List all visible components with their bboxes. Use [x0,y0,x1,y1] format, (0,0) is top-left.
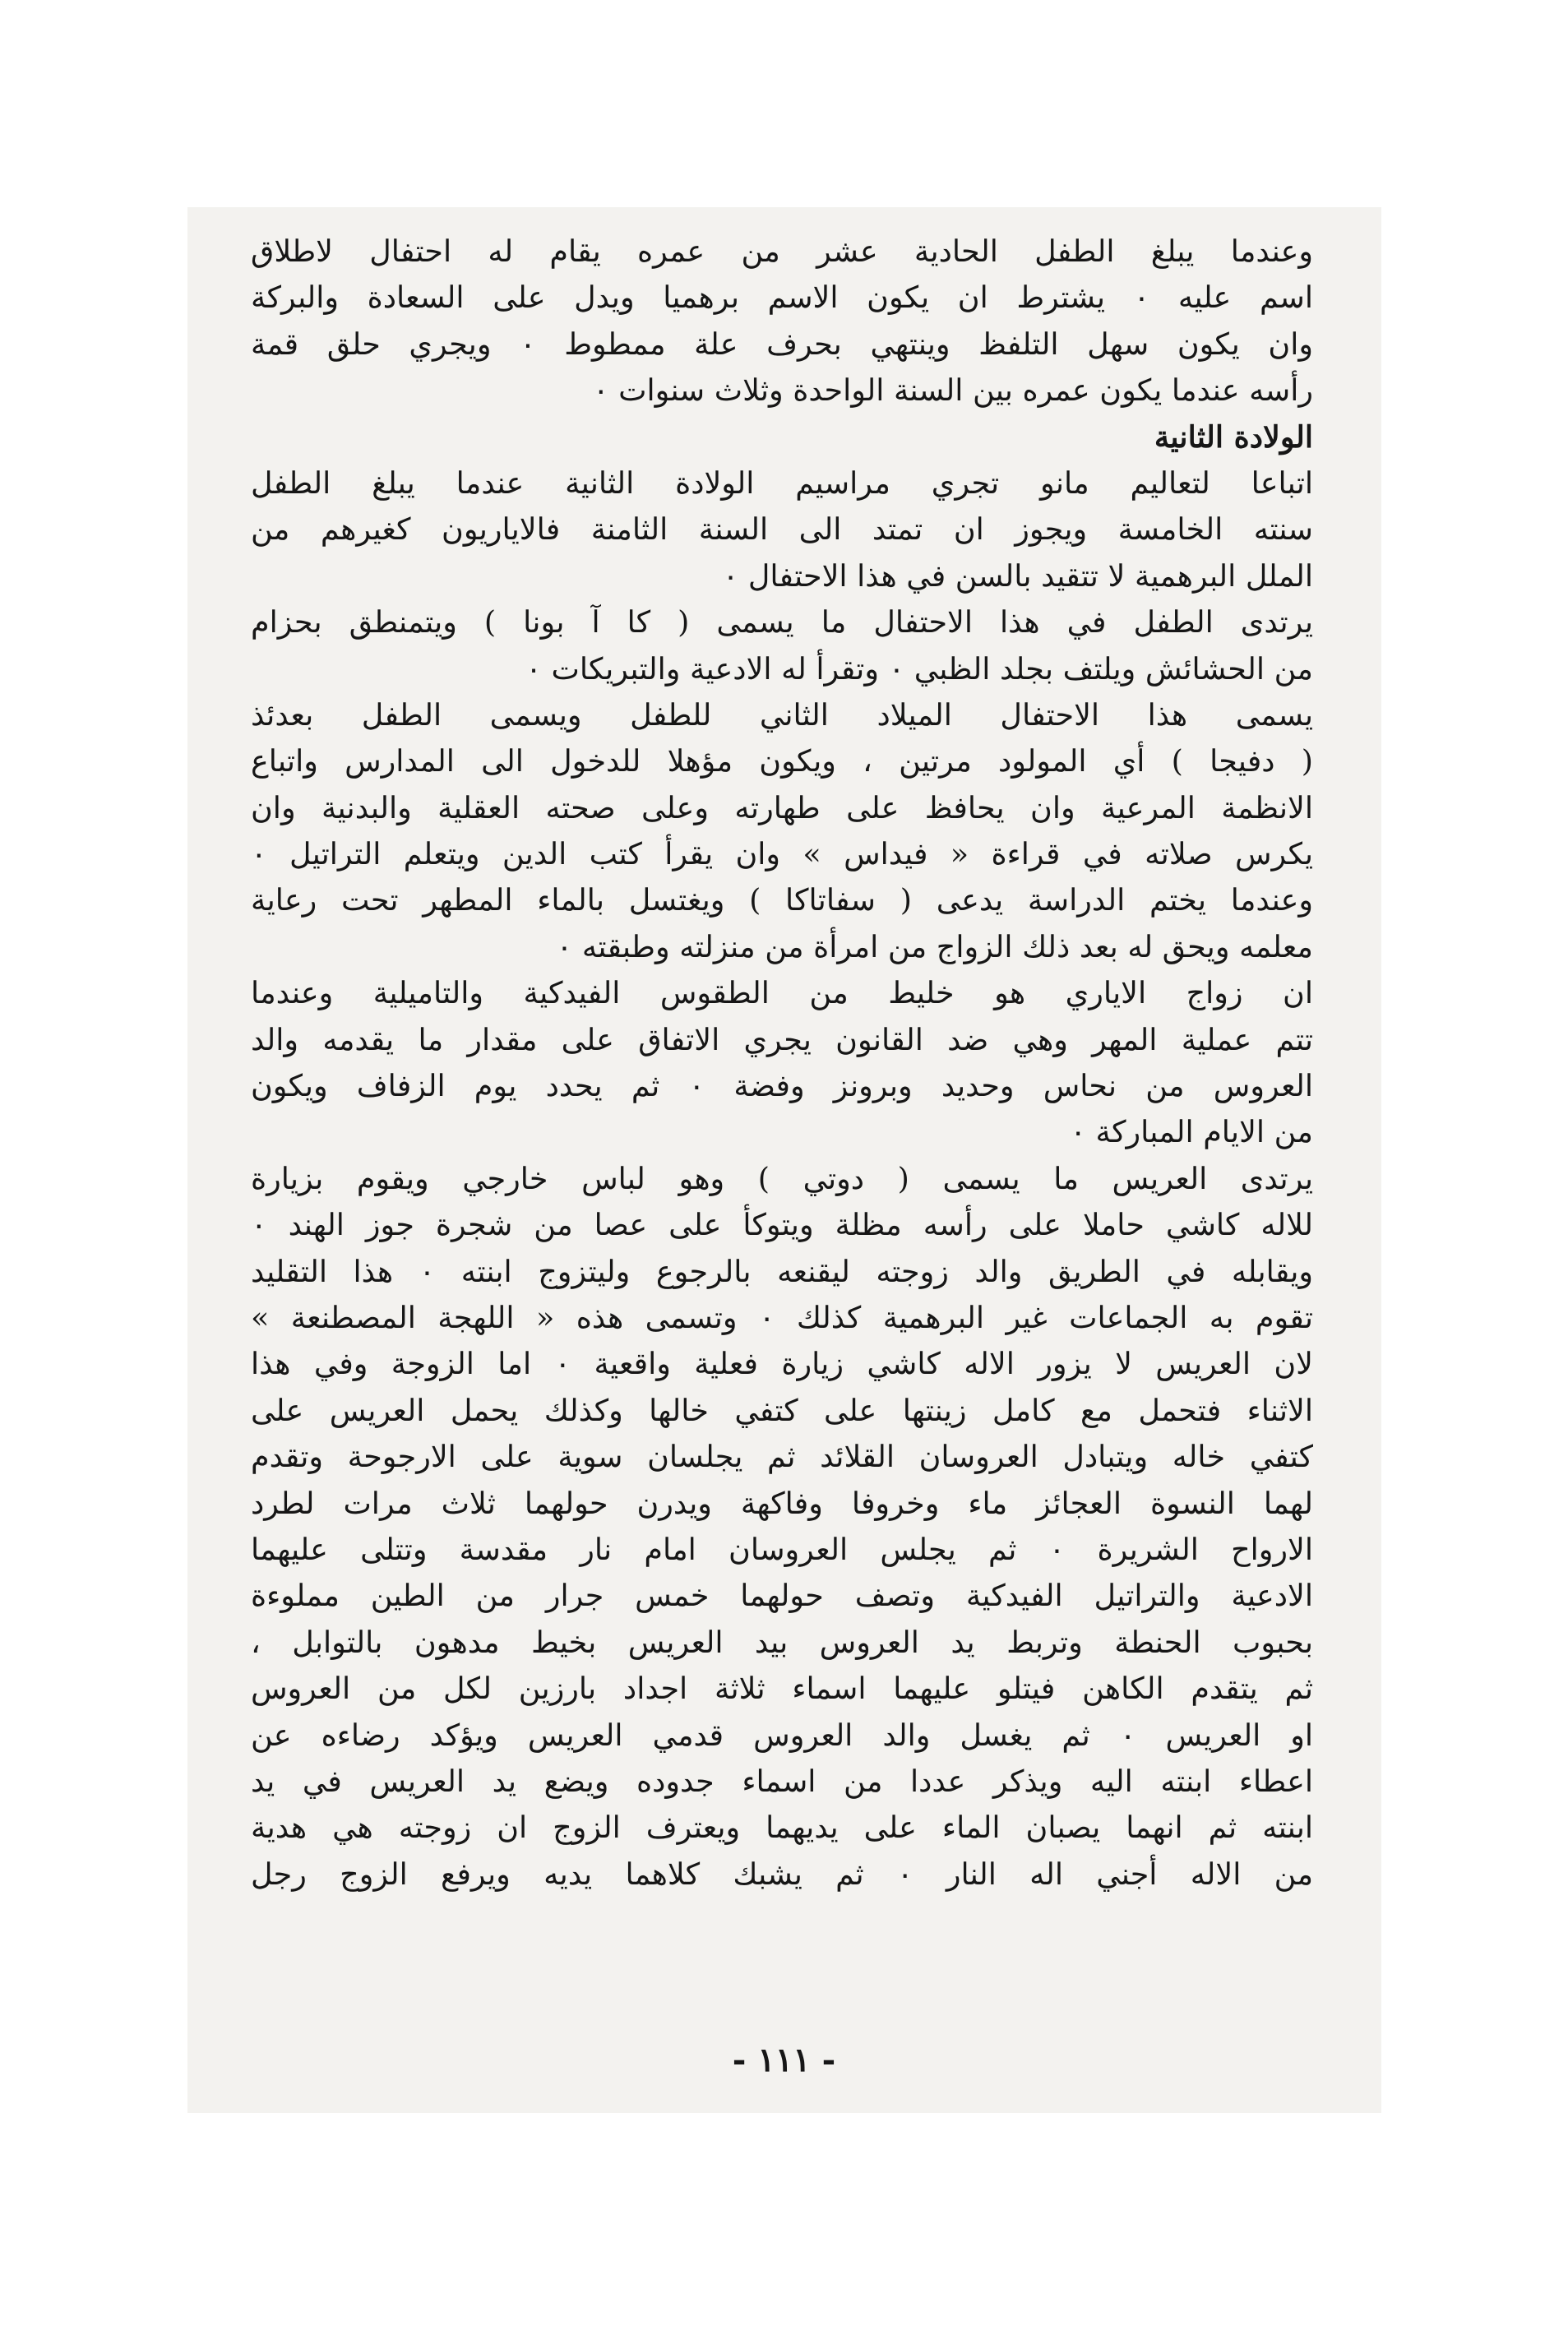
text-line: كتفي خاله ويتبادل العروسان القلائد ثم يجلسان سوية على الارجوحة وتقدم [251,1439,1313,1475]
text-line: وان يكون سهل التلفظ وينتهي بحرف علة ممطوط ٠ ويجري حلق قمة [251,326,1313,362]
section-heading: الولادة الثانية [1154,418,1313,455]
text-line: تتم عملية المهر وهي ضد القانون يجري الاتفاق على مقدار ما يقدمه والد [251,1021,1313,1057]
text-line: يرتدى الطفل في هذا الاحتفال ما يسمى ( كا آ بونا ) ويتمنطق بحزام [251,604,1313,640]
text-line: معلمه ويحق له بعد ذلك الزواج من امرأة من منزلته وطبقته ٠ [556,928,1313,964]
body-text [251,229,1313,1898]
text-line: الملل البرهمية لا تتقيد بالسن في هذا الاحتفال ٠ [722,557,1313,594]
text-line: ابنته ثم انهما يصبان الماء على يديهما ويعترف الزوج ان زوجته هي هدية [251,1810,1313,1846]
text-line: الادعية والتراتيل الفيدكية وتصف حولهما خمس جرار من الطين مملوءة [251,1578,1313,1614]
text-line: اتباعا لتعاليم مانو تجري مراسيم الولادة الثانية عندما يبلغ الطفل [251,465,1313,501]
text-line: يسمى هذا الاحتفال الميلاد الثاني للطفل ويسمى الطفل بعدئذ [251,696,1313,733]
text-line: الارواح الشريرة ٠ ثم يجلس العروسان امام نار مقدسة وتتلى عليهما [251,1531,1313,1567]
text-line: ان زواج الاياري هو خليط من الطقوس الفيدكية والتاميلية وعندما [251,975,1313,1011]
text-line: يكرس صلاته في قراءة « فيداس » وان يقرأ كتب الدين ويتعلم التراتيل ٠ [251,836,1313,872]
page-number: - ١١١ - [732,2041,836,2079]
text-line: الاثناء فتحمل مع كامل زينتها على كتفي خالها وكذلك يحمل العريس على [251,1392,1313,1428]
text-line: ثم يتقدم الكاهن فيتلو عليهما اسماء ثلاثة اجداد بارزين لكل من العروس [251,1671,1313,1707]
text-line: ويقابله في الطريق والد زوجته ليقنعه بالرجوع وليتزوج ابنته ٠ هذا التقليد [251,1253,1313,1289]
text-line: العروس من نحاس وحديد وبرونز وفضة ٠ ثم يحدد يوم الزفاف ويكون [251,1068,1313,1104]
text-line: رأسه عندما يكون عمره بين السنة الواحدة وثلاث سنوات ٠ [592,372,1313,409]
text-line: يرتدى العريس ما يسمى ( دوتي ) وهو لباس خارجي ويقوم بزيارة [251,1160,1313,1196]
text-line: تقوم به الجماعات غير البرهمية كذلك ٠ وتسمى هذه « اللهجة المصطنعة » [251,1299,1313,1335]
text-line: اعطاء ابنته اليه ويذكر عددا من اسماء جدوده ويضع يد العريس في يد [251,1763,1313,1799]
text-line: ( دفيجا ) أي المولود مرتين ، ويكون مؤهلا للدخول الى المدارس واتباع [251,743,1313,779]
text-line: سنته الخامسة ويجوز ان تمتد الى السنة الثامنة فالاياريون كغيرهم من [251,511,1313,548]
text-line: لان العريس لا يزور الاله كاشي زيارة فعلية واقعية ٠ اما الزوجة وفي هذا [251,1346,1313,1382]
text-line: او العريس ٠ ثم يغسل والد العروس قدمي العريس ويؤكد رضاءه عن [251,1717,1313,1753]
text-line: من الاله أجني اله النار ٠ ثم يشبك كلاهما يديه ويرفع الزوج رجل [251,1856,1313,1892]
text-line: الانظمة المرعية وان يحافظ على طهارته وعلى صحته العقلية والبدنية وان [251,789,1313,825]
text-line: اسم عليه ٠ يشترط ان يكون الاسم برهميا ويدل على السعادة والبركة [251,280,1313,316]
text-line: وعندما يختم الدراسة يدعى ( سفاتاكا ) ويغتسل بالماء المطهر تحت رعاية [251,882,1313,918]
text-line: بحبوب الحنطة وتربط يد العروس بيد العريس بخيط مدهون بالتوابل ، [251,1624,1313,1660]
text-line: لهما النسوة العجائز ماء وخروفا وفاكهة ويدرن حولهما ثلاث مرات لطرد [251,1485,1313,1521]
text-line: للاله كاشي حاملا على رأسه مظلة ويتوكأ على عصا من شجرة جوز الهند ٠ [251,1207,1313,1243]
text-line: من الحشائش ويلتف بجلد الظبي ٠ وتقرأ له الادعية والتبريكات ٠ [525,650,1313,687]
text-line: من الايام المباركة ٠ [1070,1114,1313,1150]
text-line: وعندما يبلغ الطفل الحادية عشر من عمره يقام له احتفال لاطلاق [251,233,1313,269]
